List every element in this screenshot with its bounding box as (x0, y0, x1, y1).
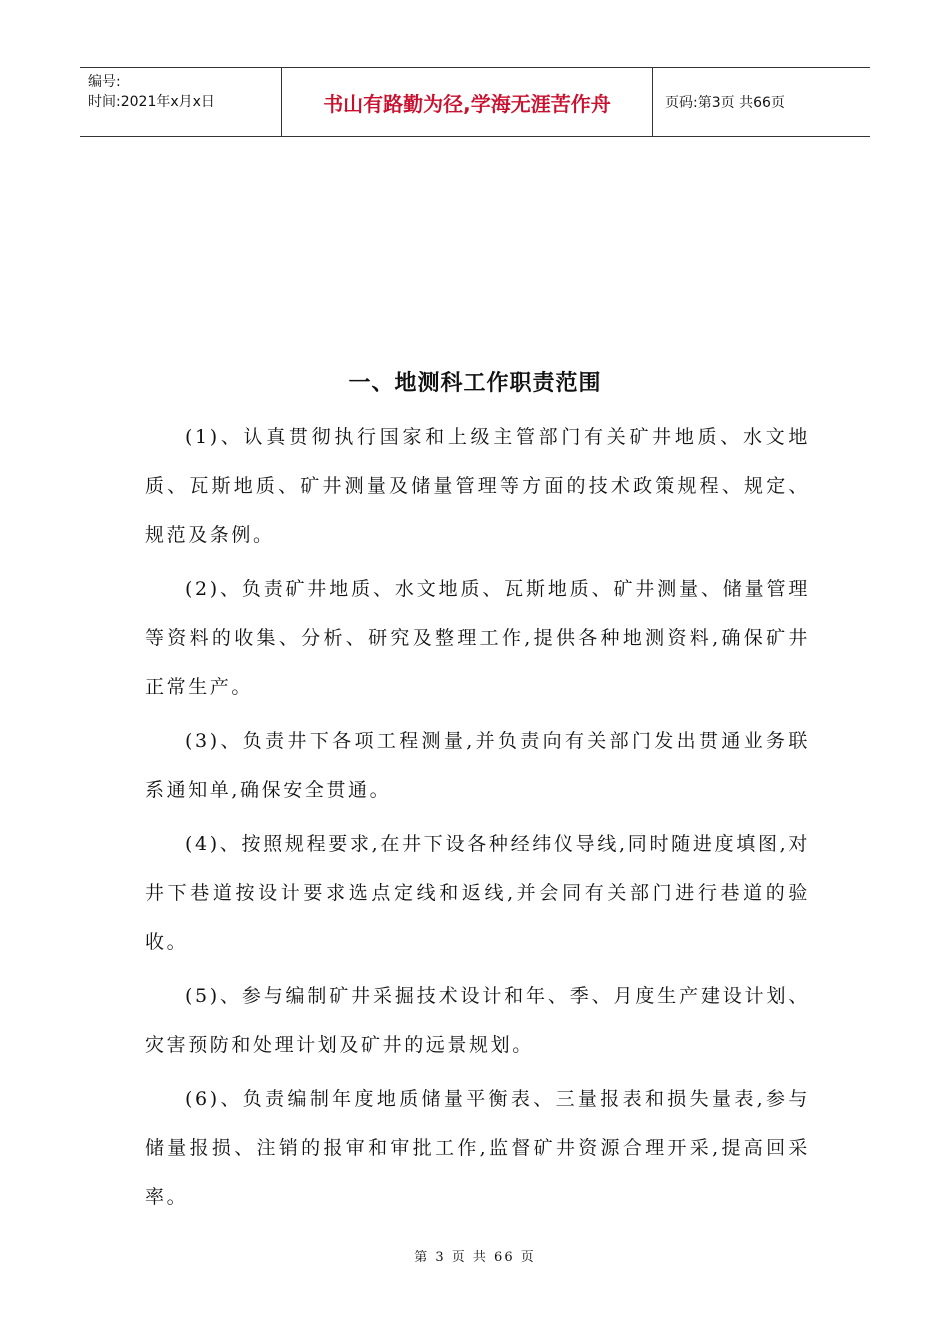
document-body (145, 413, 810, 1227)
header-motto: 书山有路勤为径,学海无涯苦作舟 (281, 68, 653, 136)
header-meta (80, 68, 281, 136)
page-header (80, 67, 870, 137)
document-title: 一、地测科工作职责范围 (348, 370, 602, 396)
paragraph: (4)、按照规程要求,在井下设各种经纬仪导线,同时随进度填图,对井下巷道按设计要求选点定线和返线,并会同有关部门进行巷道的验收。 (145, 833, 810, 953)
paragraph: (6)、负责编制年度地质储量平衡表、三量报表和损失量表,参与储量报损、注销的报审和审批工作,监督矿井资源合理开采,提高回采率。 (145, 1088, 810, 1208)
document-date-label: 时间:2021年x月x日 (88, 94, 215, 110)
document-number-label: 编号: (88, 74, 121, 90)
page-footer: 第 3 页 共 66 页 (414, 1250, 536, 1265)
paragraph: (1)、认真贯彻执行国家和上级主管部门有关矿井地质、水文地质、瓦斯地质、矿井测量及储量管理等方面的技术政策规程、规定、规范及条例。 (145, 426, 810, 546)
header-page-info: 页码:第3页 共66页 (665, 95, 785, 111)
paragraph: (5)、参与编制矿井采掘技术设计和年、季、月度生产建设计划、灾害预防和处理计划及矿井的远景规划。 (145, 985, 810, 1056)
paragraph: (2)、负责矿井地质、水文地质、瓦斯地质、矿井测量、储量管理等资料的收集、分析、研究及整理工作,提供各种地测资料,确保矿井正常生产。 (145, 578, 810, 698)
paragraph: (3)、负责井下各项工程测量,并负责向有关部门发出贯通业务联系通知单,确保安全贯通。 (145, 730, 810, 801)
